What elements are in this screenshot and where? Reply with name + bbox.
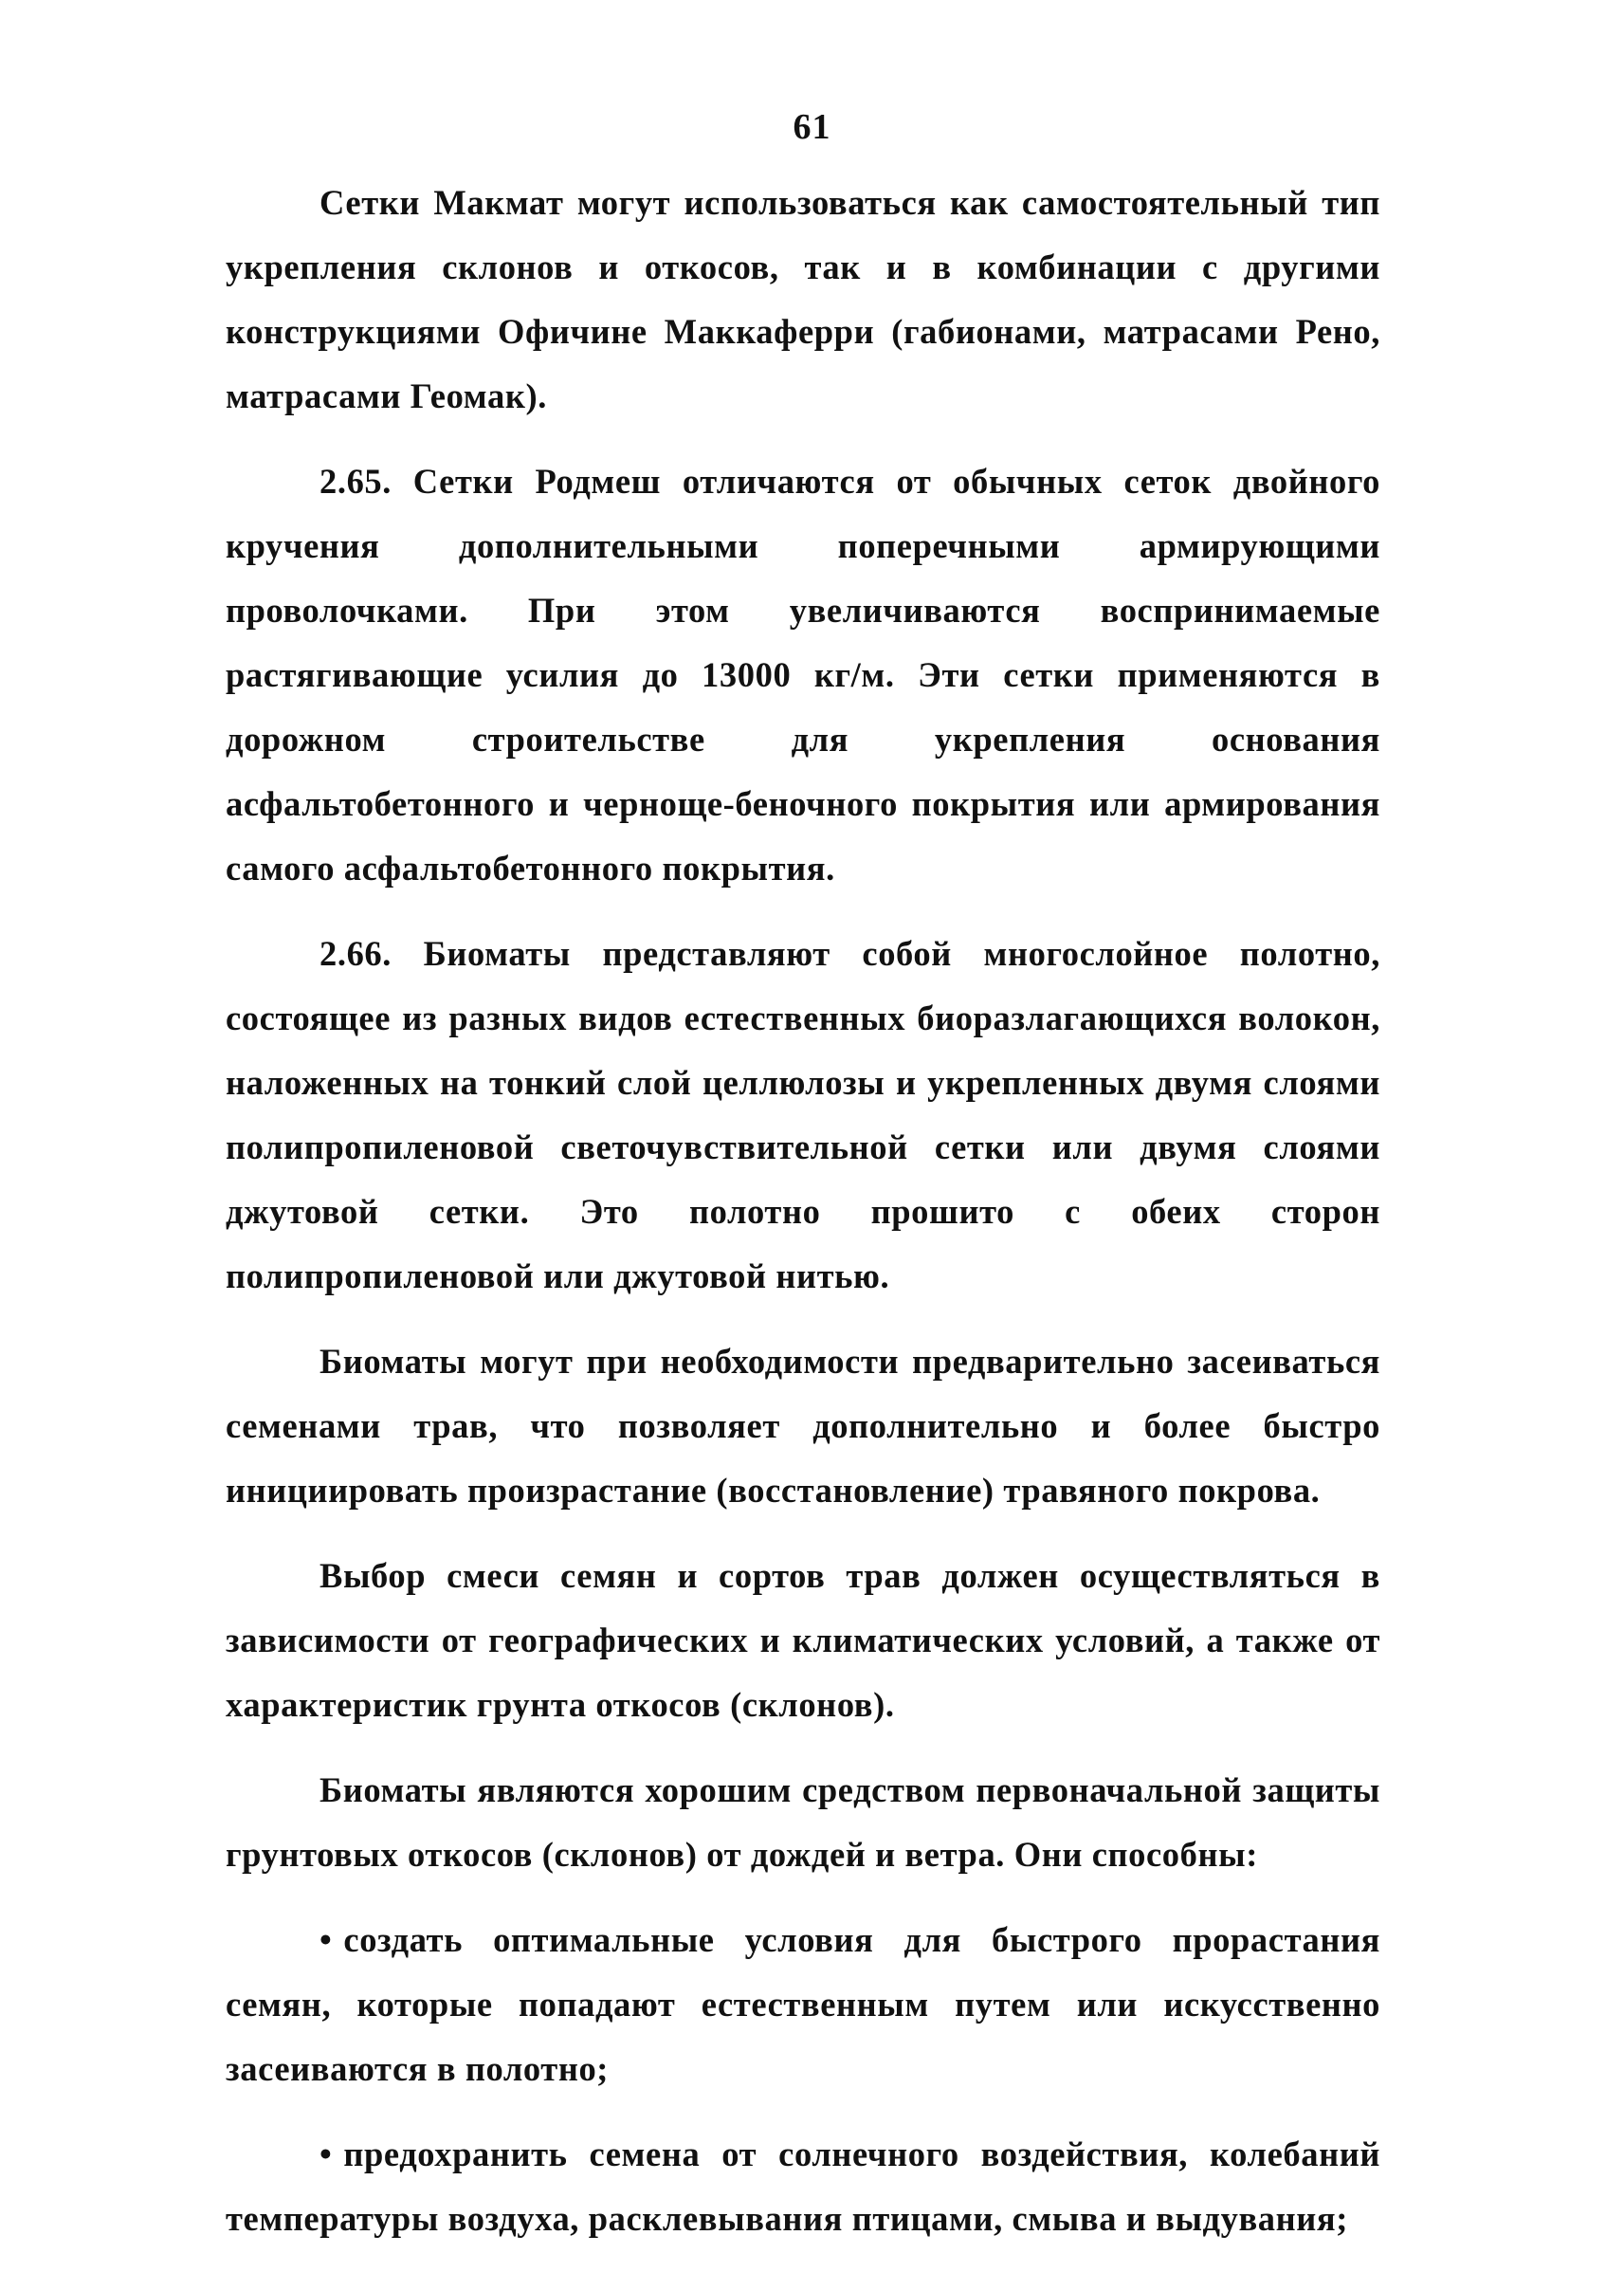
page-number: 61 xyxy=(793,107,831,147)
paragraph-biomats-seeding: Биоматы могут при необходимости предварительно засеиваться семенами трав, что позволяет дополнительно и более быстро инициировать произрастание (восстановление) травяного покрова. xyxy=(226,1342,1380,1510)
bullet-icon: • xyxy=(319,1920,333,1959)
list-item xyxy=(226,2122,1380,2251)
paragraph-2-66-biomats: 2.66. Биоматы представляют собой многослойное полотно, состоящее из разных видов естественных биоразлагающихся волокон, наложенных на тонкий слой целлюлозы и укрепленных двумя слоями полипропиленовой светочувствительной сетки или двумя слоями джутовой сетки. Это полотно прошито с обеих сторон полипропиленовой или джутовой нитью. xyxy=(226,934,1380,1295)
list-item-text: создать оптимальные условия для быстрого прорастания семян, которые попадают естественным путем или искусственно засеиваются в полотно; xyxy=(226,1920,1380,2088)
body-text xyxy=(226,171,1380,2251)
bullet-icon: • xyxy=(319,2135,333,2173)
list-item-text: предохранить семена от солнечного воздействия, колебаний температуры воздуха, расклевывания птицами, смыва и выдувания; xyxy=(226,2135,1380,2238)
paragraph-seed-selection: Выбор смеси семян и сортов трав должен осуществляться в зависимости от географических и климатических условий, а также от характеристик грунта откосов (склонов). xyxy=(226,1556,1380,1724)
paragraph-biomats-protection: Биоматы являются хорошим средством первоначальной защиты грунтовых откосов (склонов) от дождей и ветра. Они способны: xyxy=(226,1770,1380,1874)
paragraph-2-65-rodmesh: 2.65. Сетки Родмеш отличаются от обычных сеток двойного кручения дополнительными поперечными армирующими проволочками. При этом увеличиваются воспринимаемые растягивающие усилия до 13000 кг/м. Эти сетки применяются в дорожном строительстве для укрепления основания асфальтобетонного и черноще-беночного покрытия или армирования самого асфальтобетонного покрытия. xyxy=(226,462,1380,888)
list-item xyxy=(226,1908,1380,2101)
paragraph-makmat: Сетки Макмат могут использоваться как самостоятельный тип укрепления склонов и откосов, так и в комбинации с другими конструкциями Офичине Маккаферри (габионами, матрасами Рено, матрасами Геомак). xyxy=(226,183,1380,415)
